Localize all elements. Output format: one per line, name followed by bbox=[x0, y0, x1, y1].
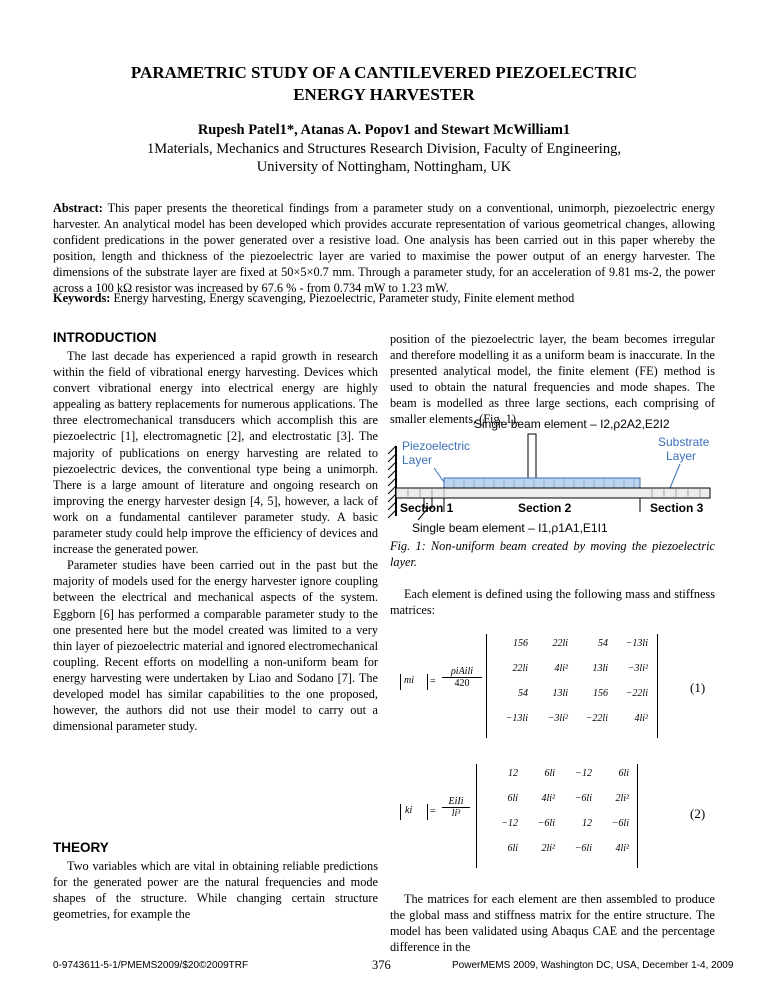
eq1-coefficient bbox=[442, 666, 482, 689]
top-element-marker bbox=[528, 434, 536, 482]
eq2-lhs: ki bbox=[405, 805, 413, 816]
theory-body bbox=[53, 858, 378, 922]
right-paragraph-2: Each element is defined using the following mass and stiffness matrices: bbox=[390, 587, 715, 618]
matrix-cell: 54 bbox=[518, 688, 528, 699]
matrix-cell: 2li² bbox=[615, 793, 629, 804]
title-line-2: ENERGY HARVESTER bbox=[293, 85, 475, 104]
eq2-coefficient bbox=[442, 796, 470, 819]
right-paragraph-3: The matrices for each element are then assembled to produce the global mass and stiffness matrix for the entire structure. The model has been validated using Abaqus CAE and the percentage difference in the bbox=[390, 892, 715, 955]
matrix-cell: −6li bbox=[611, 818, 629, 829]
matrix-cell: 4li² bbox=[541, 793, 555, 804]
keywords-label: Keywords: bbox=[53, 291, 111, 305]
matrix-cell: −6li bbox=[574, 793, 592, 804]
section-1-label: Section 1 bbox=[400, 501, 454, 515]
matrix-cell: 6li bbox=[507, 793, 518, 804]
page-number: 376 bbox=[372, 958, 391, 972]
eq2-coef-numerator: EiIi bbox=[442, 796, 470, 808]
section-3-label: Section 3 bbox=[650, 501, 704, 515]
substrate-label-line-2: Layer bbox=[666, 449, 697, 463]
matrices-intro bbox=[390, 586, 715, 618]
matrix-cell: −13li bbox=[625, 638, 648, 649]
right-column-top bbox=[390, 331, 715, 428]
matrix-cell: 22li bbox=[552, 638, 568, 649]
eq2-lhs-bracket bbox=[400, 804, 428, 820]
substrate-layer bbox=[396, 488, 710, 498]
matrix-cell: −22li bbox=[625, 688, 648, 699]
matrix-cell: −6li bbox=[574, 843, 592, 854]
paper-title bbox=[60, 62, 708, 106]
matrix-cell: 6li bbox=[618, 768, 629, 779]
stiffness-matrix-equation: ki = EiIi li³ 12 6li −12 6li 6li 4li² −6li 2li² −12 −6li 12 −6li 6li 2li² −6li 4li² bbox=[400, 764, 680, 874]
intro-paragraph-2: Parameter studies have been carried out in the past but the majority of models used for the energy harvester ignore coupling between the electrical and mechanical aspects of the system. Eggborn [6] has performed a comparable parameter study to the one presented here but the model created was limited to a very thin layer of piezoelectric material and ignored electromechanical coupling. Recent efforts on modelling a non-uniform beam for energy harvesting were undertaken by Liao and Sodano [7]. The developed model has similar capabilities to the one proposed, however, the authors did not use their model to carry out a dimensional parameter study. bbox=[53, 558, 378, 734]
piezo-leader bbox=[434, 468, 444, 482]
footer-isbn: 0-9743611-5-1/PMEMS2009/$20©2009TRF bbox=[53, 960, 249, 971]
abstract-text: This paper presents the theoretical findings from a parameter study on a conventional, unimorph, piezoelectric energy harvester. An analytical model has been developed which provides accurate representation of various geometrical changes, allowing confident predications in the power generated over a resistive load. One analysis has been carried out in this paper whereby the position, length and thickness of the piezoelectric layer are varied to maximise the power output of an energy harvester. The dimensions of the substrate layer are fixed at 50×5×0.7 mm. Through a parameter study, for an acceleration of 9.81 ms-2, the power across a 100 kΩ resistor was increased by 67.6 % - from 0.734 mW to 1.23 mW. bbox=[53, 201, 715, 295]
abstract bbox=[53, 200, 715, 296]
matrix-cell: 13li bbox=[552, 688, 568, 699]
matrix-cell: −3li² bbox=[627, 663, 648, 674]
substrate-label-line-1: Substrate bbox=[658, 435, 710, 449]
eq1-lhs: mi bbox=[404, 675, 414, 686]
eq2-coef-denominator: li³ bbox=[451, 808, 461, 819]
matrix-cell: 4li² bbox=[615, 843, 629, 854]
keywords-text: Energy harvesting, Energy scavenging, Piezoelectric, Parameter study, Finite element method bbox=[113, 291, 575, 305]
matrices-assembly bbox=[390, 891, 715, 955]
piezo-label-line-1: Piezoelectric bbox=[402, 439, 471, 453]
wall-hatching bbox=[388, 446, 396, 518]
substrate-leader bbox=[670, 464, 680, 488]
equation-1-number: (1) bbox=[690, 680, 706, 695]
footer-conference: PowerMEMS 2009, Washington DC, USA, December 1-4, 2009 bbox=[452, 960, 734, 971]
piezo-label-line-2: Layer bbox=[402, 453, 433, 467]
matrix-cell: 12 bbox=[582, 818, 592, 829]
right-paragraph-1: position of the piezoelectric layer, the beam becomes irregular and therefore modelling it as a uniform beam is inaccurate. In the presented analytical model, the finite element (FE) method is used to obtain the natural frequencies and mode shapes. The beam is modelled as three large sections, each comprising of smaller elements, (Fig. 1). bbox=[390, 332, 715, 427]
matrix-cell: 6li bbox=[507, 843, 518, 854]
theory-paragraph-1: Two variables which are vital in obtaining reliable predictions for the generated power are the natural frequencies and mode shapes of the structure. While changing certain structure geometries, for example the bbox=[53, 859, 378, 922]
fig-bottom-label: Single beam element – I1,ρ1A1,E1I1 bbox=[412, 521, 608, 535]
matrix-cell: 54 bbox=[598, 638, 608, 649]
matrix-cell: 156 bbox=[593, 688, 608, 699]
eq1-coef-numerator: ρiAili bbox=[442, 666, 482, 678]
matrix-cell: −6li bbox=[537, 818, 555, 829]
affiliation-line-2: University of Nottingham, Nottingham, UK bbox=[256, 158, 512, 175]
mass-matrix-equation: mi = ρiAili 420 156 22li 54 −13li 22li 4li² 13li −3li² 54 13li 156 −22li −13li −3li² −22li 4li² bbox=[400, 634, 680, 744]
matrix-cell: −12 bbox=[501, 818, 518, 829]
figure-caption: Fig. 1: Non-uniform beam created by moving the piezoelectric layer. bbox=[390, 539, 715, 569]
theory-heading: THEORY bbox=[53, 840, 109, 855]
abstract-label: Abstract: bbox=[53, 201, 103, 215]
matrix-cell: −12 bbox=[575, 768, 592, 779]
intro-body bbox=[53, 348, 378, 734]
title-line-1: PARAMETRIC STUDY OF A CANTILEVERED PIEZOELECTRIC bbox=[130, 63, 638, 82]
fig-top-label: Single beam element – I2,ρ2A2,E2I2 bbox=[474, 417, 670, 431]
piezo-layer bbox=[444, 478, 640, 488]
section-2-label: Section 2 bbox=[518, 501, 572, 515]
affiliation bbox=[40, 141, 728, 176]
matrix-cell: 12 bbox=[508, 768, 518, 779]
matrix-cell: 4li² bbox=[554, 663, 568, 674]
matrix-cell: −22li bbox=[585, 713, 608, 724]
affiliation-line-1: 1Materials, Mechanics and Structures Research Division, Faculty of Engineering, bbox=[147, 141, 621, 157]
matrix-cell: 2li² bbox=[541, 843, 555, 854]
equation-2-number: (2) bbox=[690, 806, 706, 821]
matrix-cell: 13li bbox=[592, 663, 608, 674]
eq1-lhs-bracket bbox=[400, 674, 428, 690]
matrix-cell: 6li bbox=[544, 768, 555, 779]
author-list: Rupesh Patel1*, Atanas A. Popov1 and Stewart McWilliam1 bbox=[197, 122, 571, 138]
matrix-cell: 4li² bbox=[634, 713, 648, 724]
keywords bbox=[53, 291, 715, 306]
intro-paragraph-1: The last decade has experienced a rapid growth in research within the field of vibrational energy harvesting. Devices which convert vibrational energy into electrical energy are highly appealing as battery replacements for numerous applications. The three electromechanical transducers which accomplish this are piezoelectric [1], electromagnetic [2], and electrostatic [3]. The majority of publications on energy harvesting are related to piezoelectric devices, the conventional type being a unimorph. There is a large amount of literature and ongoing research on improving the energy harvester design [4, 5], however, a lack of work on a fundamental cantilever parameter study. A basic parameter study could help improve the efficiency of devices and increase the generated power. bbox=[53, 349, 378, 557]
matrix-cell: −13li bbox=[505, 713, 528, 724]
matrix-cell: −3li² bbox=[547, 713, 568, 724]
eq1-coef-denominator: 420 bbox=[454, 678, 470, 689]
intro-heading: INTRODUCTION bbox=[53, 330, 157, 345]
beam-figure bbox=[388, 416, 718, 536]
matrix-cell: 22li bbox=[512, 663, 528, 674]
matrix-cell: 156 bbox=[513, 638, 528, 649]
